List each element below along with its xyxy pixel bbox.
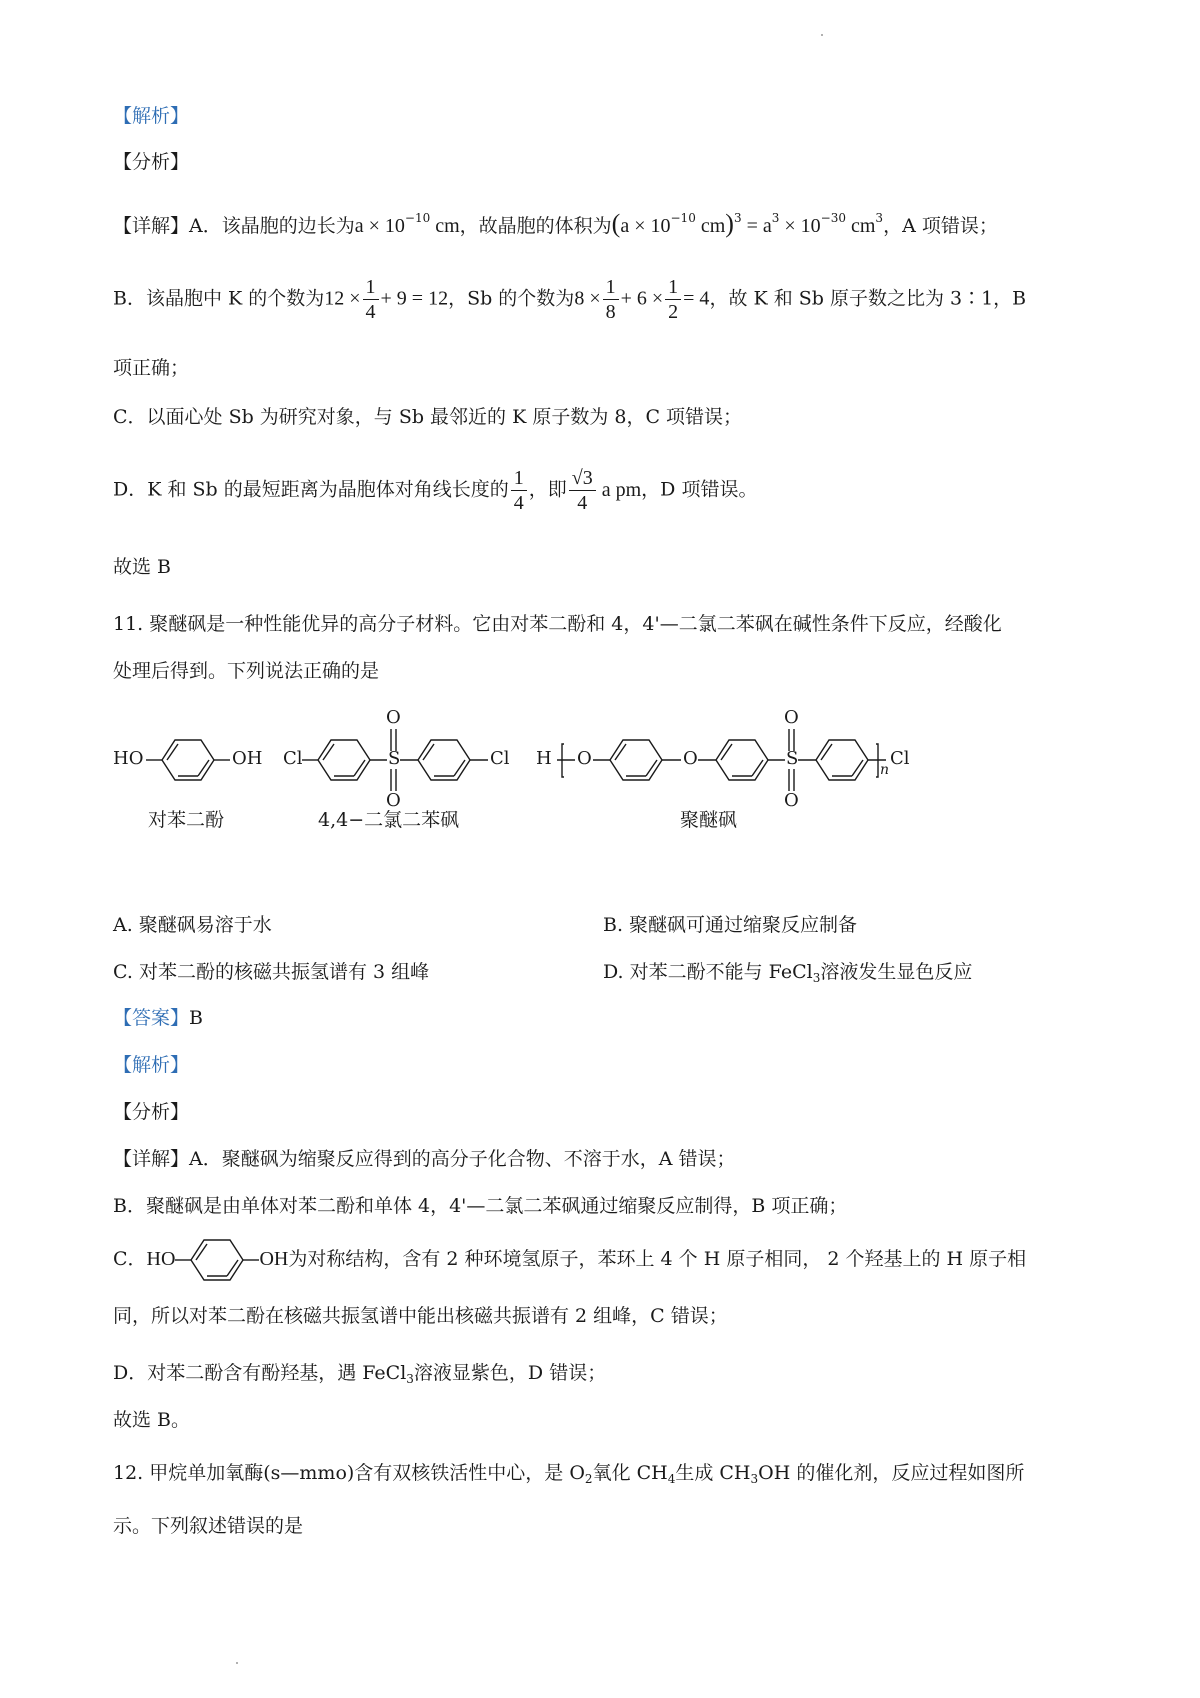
text: OH 的催化剂，反应过程如图所 [758,1462,1025,1484]
exponent: 3 [875,211,884,225]
hydroquinone-oh: OH [232,748,263,769]
numerator: √3 [569,466,596,491]
unit: cm [845,215,876,237]
exponent: −30 [820,211,846,225]
sulfone-name: 4,4−二氯二苯砜 [318,809,460,831]
denominator: 8 [605,301,616,323]
scan-dot [236,1662,238,1664]
benzene-ring [716,740,768,780]
fenxi-label-2: 【分析】 [113,1101,190,1123]
unit: cm [695,215,726,237]
benzene-ring [816,740,868,780]
benzene-ring-inline [175,1238,259,1282]
hydroquinone-name: 对苯二酚 [148,809,225,831]
pes-s: S [786,748,799,769]
ho-label: HO [146,1248,176,1270]
subscript: 3 [406,1372,414,1386]
answer-label: 【答案】 [113,1007,190,1029]
exponent: −10 [670,211,696,225]
answer-line [113,1006,203,1030]
denominator: 4 [365,301,376,323]
text: 生成 CH [675,1462,751,1484]
choose-line-2: 故选 B。 [113,1409,191,1431]
fenxi-label: 【分析】 [113,151,190,173]
text: ，D 项错误。 [641,478,758,501]
math: 8 × [574,287,601,310]
text: C． [113,1248,147,1270]
paren: ( [611,209,621,238]
denominator: 4 [513,492,524,514]
sulfone-cl-left: Cl [283,748,303,769]
pes-name: 聚醚砜 [680,809,738,831]
hydroquinone-ho: HO [113,748,144,769]
benzene-ring [162,740,214,780]
detail-c-line: C．以面心处 Sb 为研究对象，与 Sb 最邻近的 K 原子数为 8，C 项错误； [113,406,743,428]
option-a: A. 聚醚砜易溶于水 [113,914,272,936]
numerator: 1 [363,275,379,300]
detail2-b-line: B．聚醚砜是由单体对苯二酚和单体 4，4'—二氯二苯砜通过缩聚反应制得，B 项正确； [113,1195,848,1217]
text: ，Sb 的个数为 [448,287,575,310]
question-12-line-1 [113,1461,1024,1491]
pes-o2: O [683,748,698,769]
detail2-d-line [113,1361,606,1391]
math: a × 10 [620,215,671,237]
hydroquinone-structure [146,740,230,780]
math: × 10 [779,215,821,237]
option-b: B. 聚醚砜可通过缩聚反应制备 [603,914,858,936]
text: 12. 甲烷单加氧酶(s—mmo)含有双核铁活性中心，是 O [113,1462,585,1484]
text: 氧化 CH [592,1462,668,1484]
polyethersulfone-structure [557,729,886,791]
benzene-ring [610,740,662,780]
analysis-label: 【解析】 [113,105,190,127]
text: ，故晶胞的体积为 [459,215,612,237]
numerator: 1 [603,275,619,300]
denominator: 4 [577,492,588,514]
choose-line: 故选 B [113,556,172,578]
text: D．对苯二酚含有酚羟基，遇 FeCl [113,1362,407,1384]
subscript: 3 [812,971,821,985]
text: ，即 [528,478,567,501]
pes-cl: Cl [890,748,910,769]
detail2-c-line [113,1247,1026,1271]
paren: ) [725,209,734,238]
text: 为对称结构，含有 2 种环境氢原子，苯环上 4 个 H 原子相同， 2 个羟基上的 H 原子相 [288,1248,1027,1270]
sulfone-cl-right: Cl [490,748,510,769]
subscript: 2 [584,1472,593,1486]
option-d [603,960,972,990]
answer-value: B [189,1007,203,1029]
text: ，故 K 和 Sb 原子数之比为 3∶1，B [709,287,1027,310]
unit: cm [430,215,460,237]
detail2-c-line-2: 同，所以对苯二酚在核磁共振氢谱中能出核磁共振谱有 2 组峰，C 错误； [113,1305,728,1327]
option-c: C. 对苯二酚的核磁共振氢谱有 3 组峰 [113,961,430,983]
benzene-ring [418,740,470,780]
text: D．K 和 Sb 的最短距离为晶胞体对角线长度的 [113,478,509,501]
question-11-line-2: 处理后得到。下列说法正确的是 [113,660,380,682]
pes-o1: O [577,748,592,769]
math: a × 10 [354,215,405,237]
exponent: 3 [771,211,780,225]
math: = a [741,215,772,237]
text: 溶液显紫色，D 错误； [413,1362,607,1384]
text: B．该晶胞中 K 的个数为 [113,287,325,310]
question-12-line-2: 示。下列叙述错误的是 [113,1515,304,1537]
sulfone-o-top: O [386,707,401,728]
math: 12 × [324,287,361,310]
subscript: 4 [667,1472,676,1486]
unit: a pm [601,478,642,501]
pes-o-bottom: O [784,790,799,811]
pes-n-subscript: n [880,762,890,778]
numerator: 1 [665,275,681,300]
text: 溶液发生显色反应 [820,961,973,983]
exponent: −10 [404,211,431,225]
text: D. 对苯二酚不能与 FeCl [603,961,813,983]
oh-label: OH [259,1248,289,1270]
text: ，A 项错误； [883,215,998,237]
question-11-line-1: 11. 聚醚砜是一种性能优异的高分子材料。它由对苯二酚和 4，4'—二氯二苯砜在碱性条件下反应，经酸化 [113,613,1002,635]
sulfone-s: S [388,748,401,769]
detail2-a-line: 【详解】A．聚醚砜为缩聚反应得到的高分子化合物、不溶于水，A 错误； [113,1148,736,1170]
analysis-label-2: 【解析】 [113,1054,190,1076]
math: = 4 [683,287,710,310]
pes-o-top: O [784,707,799,728]
text: 【详解】A．该晶胞的边长为 [113,215,355,237]
numerator: 1 [511,466,527,491]
pes-h: H [536,748,552,769]
sulfone-o-bottom: O [386,790,401,811]
denominator: 2 [668,301,679,323]
detail-b-line-2: 项正确； [113,357,190,379]
subscript: 3 [750,1472,759,1486]
benzene-ring [318,740,370,780]
exponent: 3 [733,211,742,225]
math: + 6 × [620,287,664,310]
math: + 9 = 12 [380,287,449,310]
